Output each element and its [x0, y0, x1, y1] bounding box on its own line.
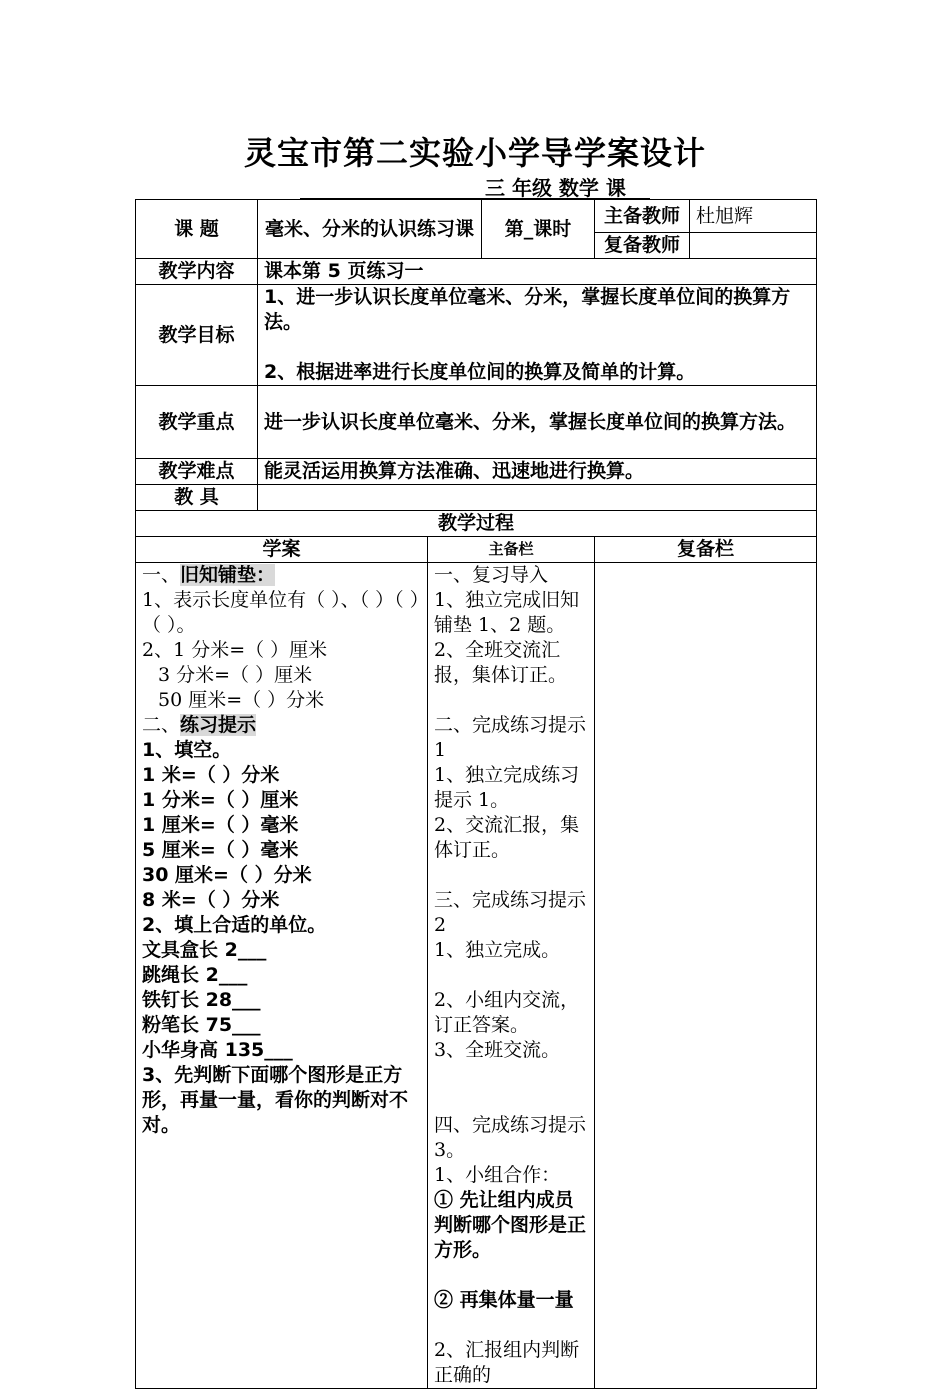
tools-label: 教 具: [136, 485, 258, 511]
page-title: 灵宝市第二实验小学导学案设计: [243, 134, 706, 172]
main-line: 三、完成练习提示 2: [434, 889, 587, 936]
main-column: [428, 563, 595, 1389]
difficulty-label: 教学难点: [136, 459, 258, 485]
main-line: 2、交流汇报，集体订正。: [434, 814, 580, 861]
grade-subject: 三 年级 数学 课: [485, 176, 626, 200]
goal-item: 1、进一步认识长度单位毫米、分米，掌握长度单位间的换算方法。: [264, 286, 791, 333]
unit-item: 粉笔长 75___: [142, 1014, 261, 1036]
study-line: 3 分米=（ ）厘米: [158, 664, 313, 686]
page-subtitle: [300, 172, 650, 199]
section-title: 旧知铺垫：: [180, 564, 276, 586]
fill-item: 8 米=（ ）分米: [142, 889, 280, 911]
main-teacher-value: 杜旭辉: [690, 200, 817, 233]
main-line: 2、小组内交流，订正答案。: [434, 989, 580, 1036]
main-line: 2、汇报组内判断正确的: [434, 1339, 580, 1386]
main-teacher-label: 主备教师: [595, 200, 690, 233]
main-line: 四、完成练习提示 3。: [434, 1114, 587, 1161]
main-line: ② 再集体量一量: [434, 1289, 574, 1311]
review-teacher-value: [690, 233, 817, 259]
topic-value: 毫米、分米的认识练习课: [258, 200, 482, 259]
main-line: 1、小组合作：: [434, 1164, 561, 1186]
study-line: 2、1 分米=（ ）厘米: [142, 639, 328, 661]
lesson-plan-table: [135, 199, 817, 1389]
tools-value: [258, 485, 817, 511]
fill-item: 5 厘米=（ ）毫米: [142, 839, 299, 861]
topic-label: 课 题: [136, 200, 258, 259]
review-teacher-label: 复备教师: [595, 233, 690, 259]
study-line: 3、先判断下面哪个图形是正方形，再量一量，看你的判断对不对。: [142, 1064, 409, 1136]
unit-item: 小华身高 135___: [142, 1039, 293, 1061]
study-line: 1、表示长度单位有（ ）、（ ）（ ）（ ）。: [142, 589, 420, 636]
main-line: 2、全班交流汇报，集体订正。: [434, 639, 568, 686]
content-value: 课本第 5 页练习一: [258, 259, 817, 285]
period-label: 第_课时: [482, 200, 595, 259]
study-line: 1、填空。: [142, 739, 232, 761]
main-line: ① 先让组内成员判断哪个图形是正方形。: [434, 1189, 587, 1261]
review-column: [595, 563, 817, 1389]
unit-item: 跳绳长 2___: [142, 964, 248, 986]
section-title: 练习提示: [180, 714, 257, 736]
main-line: 1、独立完成练习提示 1。: [434, 764, 580, 811]
study-column: [136, 563, 428, 1389]
fill-item: 1 厘米=（ ）毫米: [142, 814, 299, 836]
col-main-header: 主备栏: [428, 537, 595, 563]
unit-item: 铁钉长 28___: [142, 989, 261, 1011]
difficulty-value: 能灵活运用换算方法准确、迅速地进行换算。: [258, 459, 817, 485]
goal-item: 2、根据进率进行长度单位间的换算及简单的计算。: [264, 361, 696, 383]
focus-label: 教学重点: [136, 386, 258, 459]
focus-value: 进一步认识长度单位毫米、分米，掌握长度单位间的换算方法。: [258, 386, 817, 459]
section-prefix: 一、: [142, 564, 181, 586]
section-prefix: 二、: [142, 714, 181, 736]
col-review-header: 复备栏: [595, 537, 817, 563]
col-study-header: 学案: [136, 537, 428, 563]
content-label: 教学内容: [136, 259, 258, 285]
goals-cell: [258, 285, 817, 386]
main-line: 1、独立完成旧知铺垫 1、2 题。: [434, 589, 580, 636]
unit-item: 文具盒长 2___: [142, 939, 267, 961]
fill-item: 30 厘米=（ ）分米: [142, 864, 312, 886]
fill-item: 1 分米=（ ）厘米: [142, 789, 299, 811]
study-line: 50 厘米=（ ）分米: [158, 689, 325, 711]
main-line: 3、全班交流。: [434, 1039, 561, 1061]
study-line: 2、填上合适的单位。: [142, 914, 327, 936]
process-heading: 教学过程: [136, 511, 817, 537]
goals-label: 教学目标: [136, 285, 258, 386]
main-line: 二、完成练习提示 1: [434, 714, 587, 761]
fill-item: 1 米=（ ）分米: [142, 764, 280, 786]
main-line: 1、独立完成。: [434, 939, 561, 961]
main-line: 一、复习导入: [434, 564, 549, 586]
